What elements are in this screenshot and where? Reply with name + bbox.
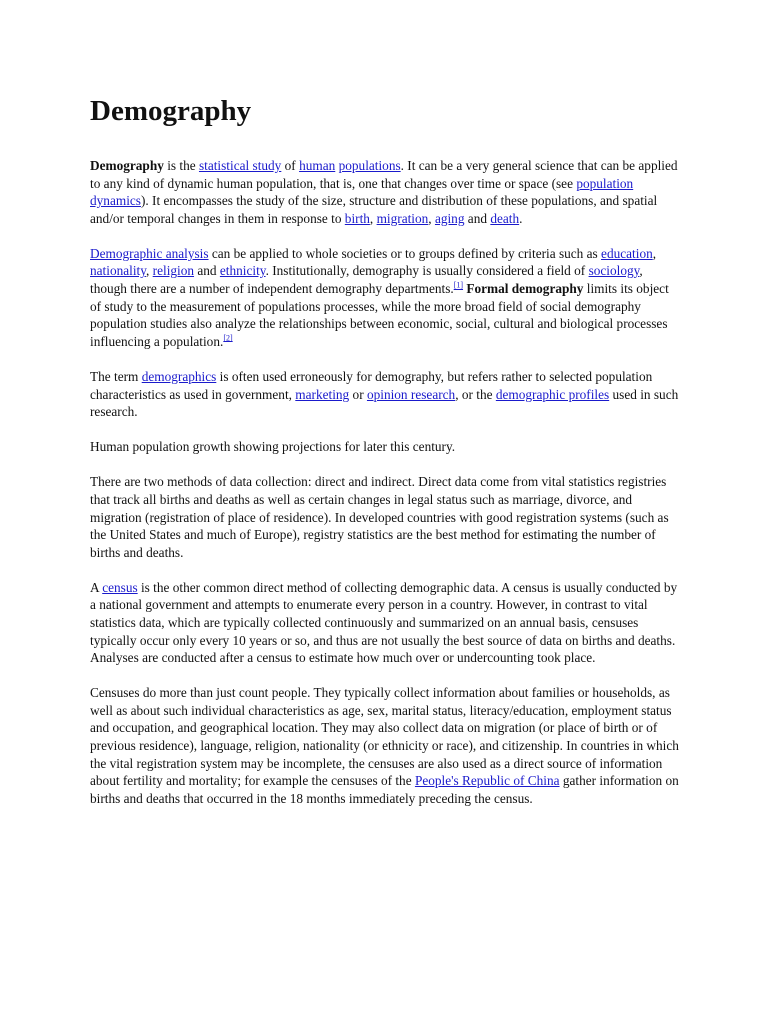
link-education[interactable]: education bbox=[601, 245, 653, 261]
text: is often used erroneously for demography, but refers rather to selected population characteristics as used in government, bbox=[90, 368, 653, 402]
link-human[interactable]: human bbox=[299, 158, 336, 173]
link-ethnicity[interactable]: ethnicity bbox=[219, 263, 266, 279]
text: of bbox=[281, 158, 300, 173]
link-demographic-analysis[interactable]: Demographic analysis bbox=[90, 245, 209, 261]
link-death[interactable]: death bbox=[490, 210, 520, 226]
paragraph-demographics bbox=[90, 368, 680, 421]
link-peoples-republic-of-china[interactable]: People's Republic of China bbox=[414, 773, 560, 789]
article bbox=[90, 93, 680, 825]
link-nationality[interactable]: nationality bbox=[90, 263, 147, 279]
link-religion[interactable]: religion bbox=[152, 263, 195, 279]
text: ). It encompasses the study of the size, structure and distribution of these populations, and spatial and/or temporal changes in them in response to bbox=[90, 193, 658, 226]
text: . bbox=[519, 210, 523, 226]
text: . Institutionally, demography is usually considered a field of bbox=[265, 263, 589, 279]
paragraph-caption: Human population growth showing projections for later this century. bbox=[90, 439, 456, 455]
link-population-dynamics[interactable]: population dynamics bbox=[90, 175, 634, 209]
link-migration[interactable]: migration bbox=[376, 210, 429, 226]
text: and bbox=[464, 210, 491, 226]
text: is the other common direct method of collecting demographic data. A census is usually conducted by a national government and attempts to enumerate every person in a country. However, in contrast to vital statistics data, which are typically collected continuously and summarized on an annual basis, censuses typically occur only every 10 years or so, and thus are not usually the best source of data on births and deaths. Analyses are conducted after a census to estimate how much over or undercounting took place. bbox=[90, 579, 678, 666]
paragraph-analysis bbox=[90, 245, 680, 351]
text: . It can be a very general science that can be applied to any kind of dynamic human population, that is, one that changes over time or space (see bbox=[90, 158, 678, 191]
text: can be applied to whole societies or to groups defined by criteria such as bbox=[208, 245, 602, 261]
reference-link-1[interactable]: [1] bbox=[453, 280, 464, 290]
link-census[interactable]: census bbox=[102, 579, 138, 595]
text: , bbox=[428, 210, 435, 226]
text: gather information on births and deaths that occurred in the 18 months immediately preceding the census. bbox=[90, 773, 679, 806]
link-demographics[interactable]: demographics bbox=[141, 368, 217, 384]
paragraph-data-collection: There are two methods of data collection: direct and indirect. Direct data come from vital statistics registries that track all births and deaths as well as certain changes in legal status such as marriage, divorce, and migration (registration of place of residence). In developed countries with good registration systems (such as the United States and much of Europe), registry statistics are the best method for estimating the number of births and deaths. bbox=[90, 474, 669, 560]
text: or bbox=[349, 386, 367, 402]
text: , or the bbox=[455, 386, 496, 402]
text: and bbox=[194, 263, 220, 279]
link-opinion-research[interactable]: opinion research bbox=[366, 386, 456, 402]
bold-term-formal-demography: Formal demography bbox=[466, 281, 584, 297]
text: , bbox=[146, 263, 153, 279]
reference-2 bbox=[223, 333, 232, 342]
paragraph-census bbox=[90, 579, 680, 667]
text: is the bbox=[163, 158, 199, 173]
text: A bbox=[90, 579, 103, 595]
paragraph-censuses bbox=[90, 684, 680, 807]
link-demographic-profiles[interactable]: demographic profiles bbox=[495, 386, 610, 402]
reference-1 bbox=[454, 281, 463, 290]
link-populations[interactable]: populations bbox=[338, 158, 401, 173]
link-aging[interactable]: aging bbox=[434, 210, 465, 226]
link-marketing[interactable]: marketing bbox=[295, 386, 350, 402]
paragraph-intro bbox=[90, 157, 680, 227]
text: limits its object of study to the measurement of populations processes, while the more broad field of social demography population studies also analyze the relationships between economic, social, cultural and biological processes influencing a population. bbox=[90, 281, 669, 349]
text: , bbox=[652, 245, 657, 261]
text: The term bbox=[90, 368, 142, 384]
link-sociology[interactable]: sociology bbox=[588, 263, 640, 279]
page-title: Demography bbox=[90, 95, 252, 127]
text: Censuses do more than just count people. They typically collect information about families or households, as well as about such individual characteristics as age, sex, marital status, literacy/education, employment status and occupation, and geographical location. They may also collect data on migration (or place of birth or of previous residence), language, religion, nationality (or ethnicity or race), and citizenship. In countries in which the vital registration system may be incomplete, the censuses are also used as a direct source of information about fertility and mortality; for example the censuses of the bbox=[90, 685, 679, 789]
text: , though there are a number of independent demography departments. bbox=[90, 263, 643, 297]
bold-term-demography: Demography bbox=[90, 158, 164, 173]
reference-link-2[interactable]: [2] bbox=[223, 333, 233, 343]
link-statistical-study[interactable]: statistical study bbox=[198, 158, 282, 173]
text: used in such research. bbox=[90, 386, 679, 420]
text: , bbox=[369, 210, 377, 226]
link-birth[interactable]: birth bbox=[344, 210, 370, 226]
